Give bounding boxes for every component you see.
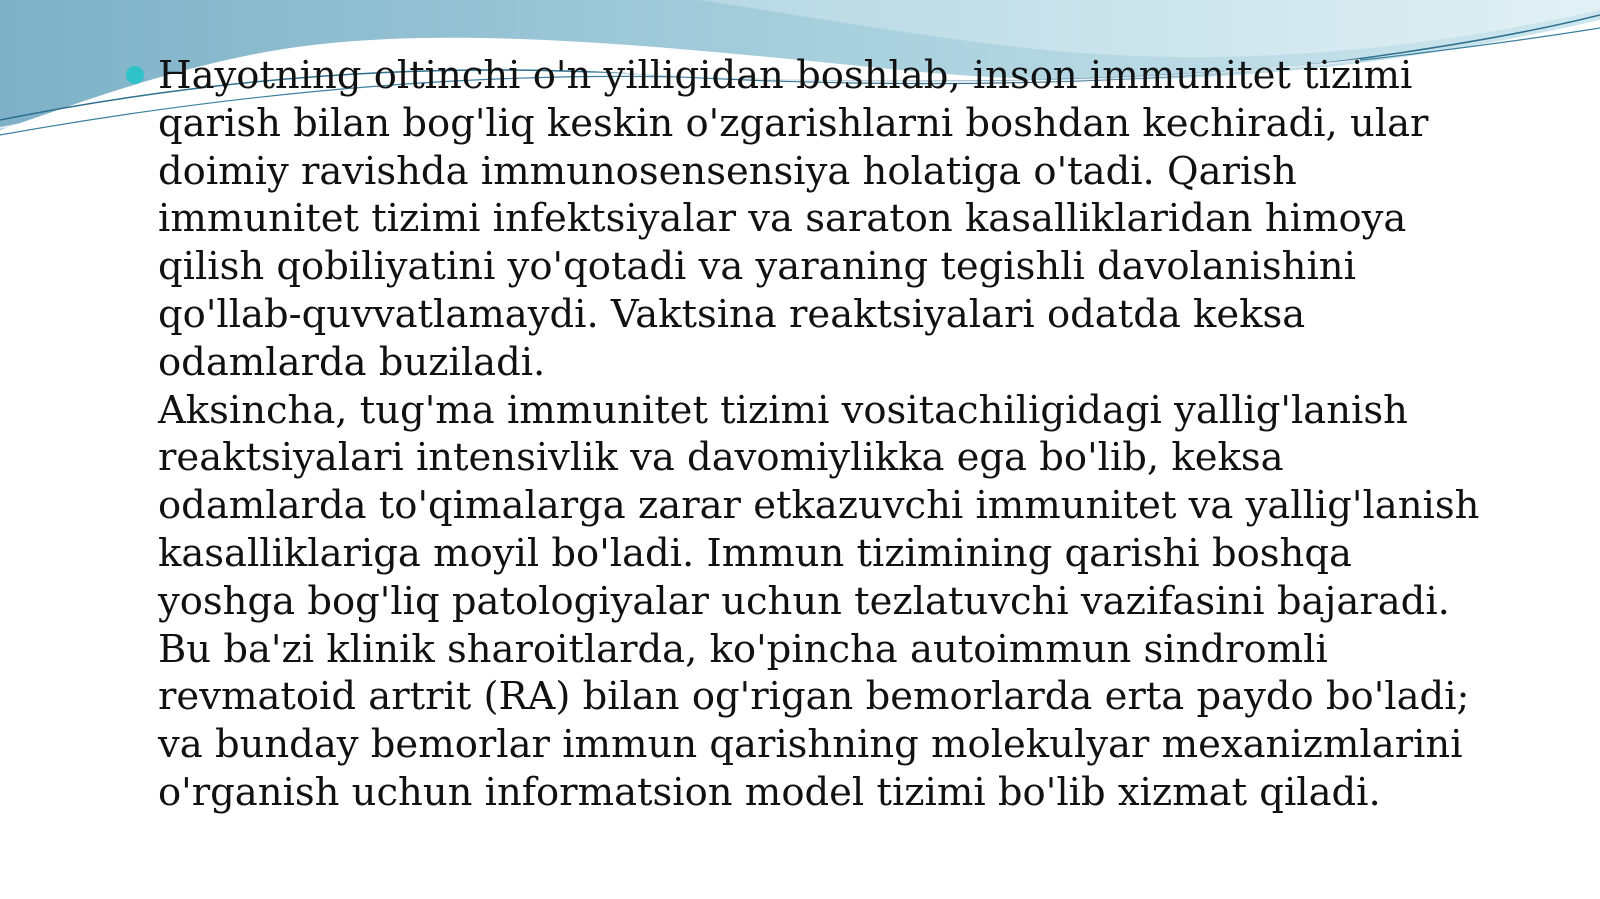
body-line: yoshga bog'liq patologiyalar uchun tezlatuvchi vazifasini bajaradi. xyxy=(158,578,1450,624)
body-line: revmatoid artrit (RA) bilan og'rigan bemorlarda erta paydo bo'ladi; xyxy=(158,674,1470,720)
body-line: o'rganish uchun informatsion model tizimi bo'lib xizmat qiladi. xyxy=(158,769,1381,815)
body-line: qo'llab-quvvatlamaydi. Vaktsina reaktsiyalari odatda keksa xyxy=(158,291,1306,337)
body-line: odamlarda buziladi. xyxy=(158,339,546,385)
body-line: immunitet tizimi infektsiyalar va saraton kasalliklaridan himoya xyxy=(158,196,1407,242)
body-line: qarish bilan bog'liq keskin o'zgarishlarni boshdan kechiradi, ular xyxy=(158,100,1429,146)
body-line: qilish qobiliyatini yo'qotadi va yaraning tegishli davolanishini xyxy=(158,244,1356,290)
body-line: doimiy ravishda immunosensensiya holatiga o'tadi. Qarish xyxy=(158,148,1297,194)
body-line: Aksincha, tug'ma immunitet tizimi vositachiligidagi yallig'lanish xyxy=(158,387,1408,433)
body-line: va bunday bemorlar immun qarishning molekulyar mexanizmlarini xyxy=(158,722,1463,768)
body-paragraph xyxy=(158,52,1522,817)
content-area xyxy=(122,52,1522,817)
body-line: Bu ba'zi klinik sharoitlarda, ko'pincha autoimmun sindromli xyxy=(158,626,1328,672)
body-line: reaktsiyalari intensivlik va davomiylikka ega bo'lib, keksa xyxy=(158,435,1284,481)
body-line: Hayotning oltinchi o'n yilligidan boshlab, inson immunitet tizimi xyxy=(158,53,1413,98)
body-line: kasalliklariga moyil bo'ladi. Immun tizimining qarishi boshqa xyxy=(158,530,1352,576)
body-line: odamlarda to'qimalarga zarar etkazuvchi immunitet va yallig'lanish xyxy=(158,483,1480,529)
bullet-dot-icon xyxy=(126,66,144,84)
